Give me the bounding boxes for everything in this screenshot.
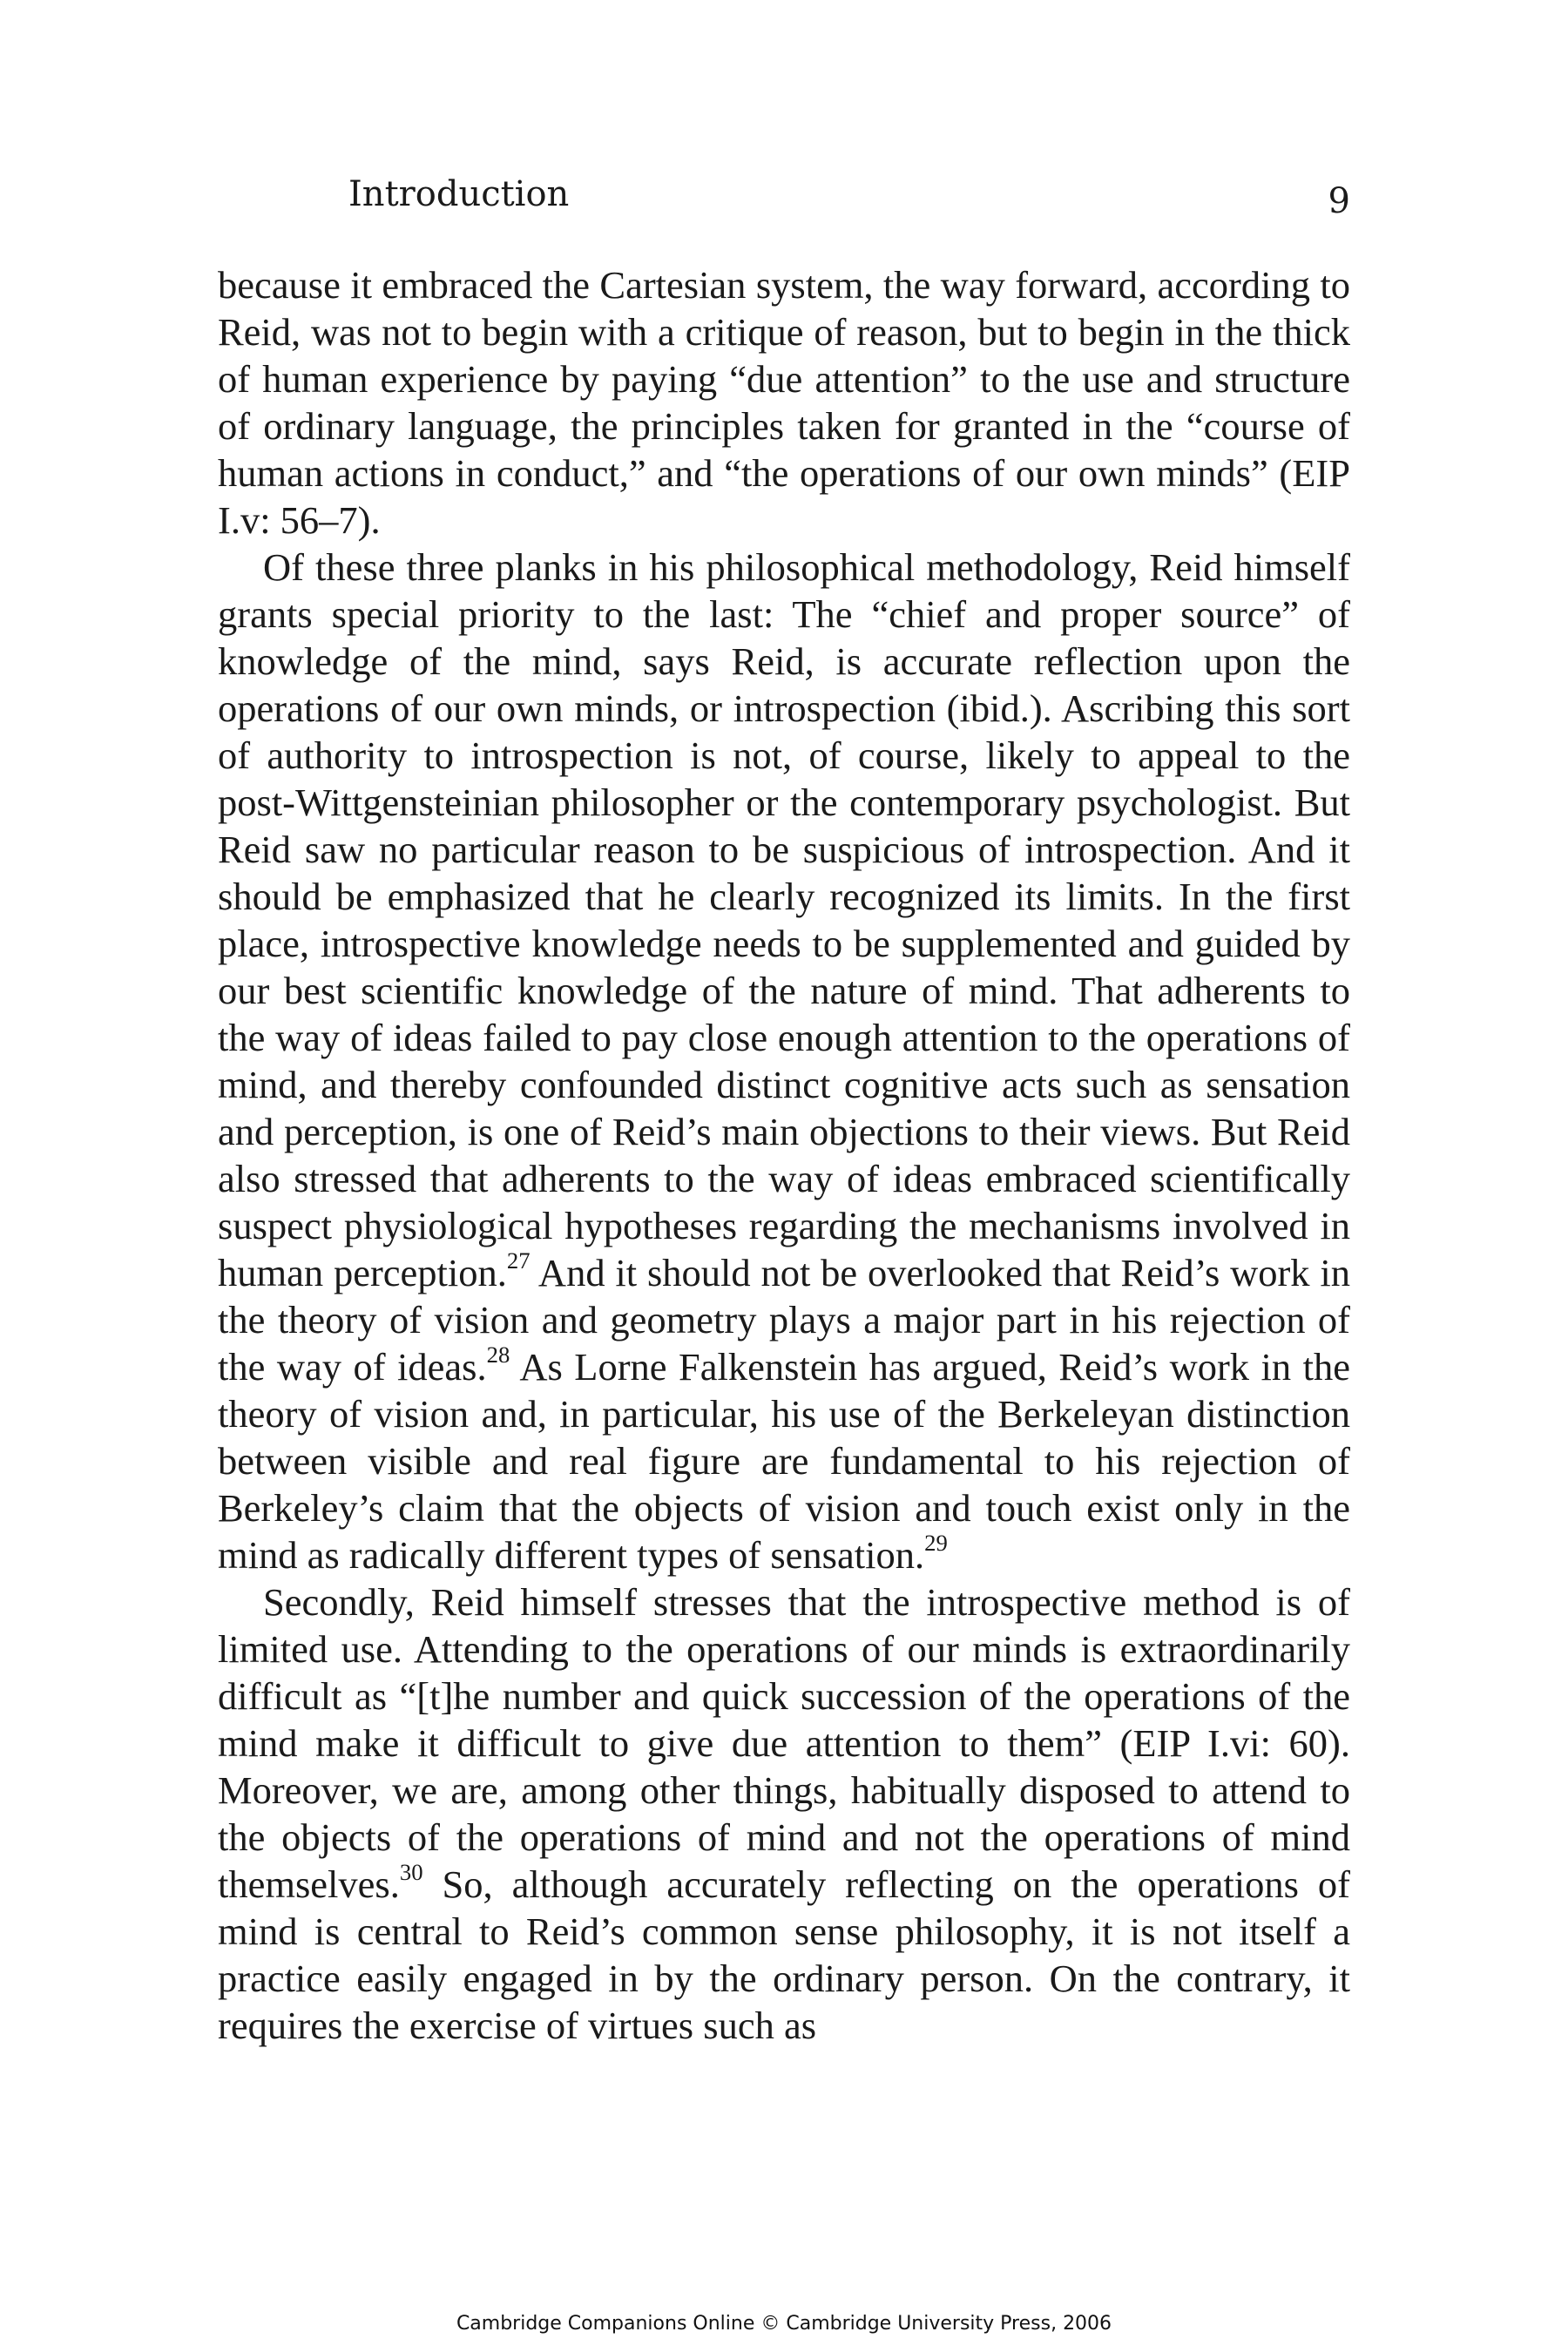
paragraph-1 — [218, 261, 1350, 544]
paragraph-2 — [218, 544, 1350, 1578]
copyright-footer: Cambridge Companions Online © Cambridge University Press, 2006 — [456, 2313, 1112, 2335]
paragraph-2-text-a: Of these three planks in his philosophical methodology, Reid himself grants special priority to the last: The “chief and proper source” of knowledge of the mind, says Reid, is accurate reflection upon the operations of our own minds, or introspection (ibid.). Ascribing this sort of authority to introspection is not, of course, likely to appeal to the post-Wittgensteinian philosopher or the contemporary psychologist. But Reid saw no particular reason to be suspicious of introspection. And it should be emphasized that he clearly recognized its limits. In the first place, introspective knowledge needs to be supplemented and guided by our best scientific knowledge of the nature of mind. That adherents to the way of ideas failed to pay close enough attention to the operations of mind, and thereby confounded distinct cognitive acts such as sensation and perception, is one of Reid’s main objections to their views. But Reid also stressed that adherents to the way of ideas embraced scientifically suspect physiological hypotheses regarding the mechanisms involved in human perception. — [218, 545, 1350, 1294]
body-text — [218, 261, 1350, 2049]
paragraph-2-text-c: As Lorne Falkenstein has argued, Reid’s work in the theory of vision and, in particular, his use of the Berkeleyan distinction between visible and real figure are fundamental to his rejection of Berkeley’s claim that the objects of vision and touch exist only in the mind as radically different types of sensation. — [218, 1345, 1350, 1577]
paragraph-2-text-b: And it should not be overlooked that Reid’s work in the theory of vision and geometry plays a major part in his rejection of the way of ideas. — [218, 1251, 1350, 1389]
paragraph-3-text-a: Secondly, Reid himself stresses that the introspective method is of limited use. Attending to the operations of our minds is extraordinarily difficult as “[t]he number and quick succession of the operations of the mind make it difficult to give due attention to them” (EIP I.vi: 60). Moreover, we are, among other things, habitually disposed to attend to the objects of the operations of mind and not the operations of mind themselves. — [218, 1580, 1350, 1906]
paragraph-3 — [218, 1578, 1350, 2049]
paragraph-1-text: because it embraced the Cartesian system, the way forward, according to Reid, was not to begin with a critique of reason, but to begin in the thick of human experience by paying “due attention” to the use and structure of ordinary language, the principles taken for granted in the “course of human actions in conduct,” and “the operations of our own minds” (EIP I.v: 56–7). — [218, 263, 1350, 542]
running-head: Introduction — [348, 174, 570, 214]
footnote-ref-30[interactable]: 30 — [399, 1858, 423, 1885]
footnote-ref-27[interactable]: 27 — [506, 1247, 531, 1274]
page-number: 9 — [1328, 181, 1350, 221]
footnote-ref-29[interactable]: 29 — [924, 1529, 948, 1556]
page-header — [348, 174, 1350, 226]
paragraph-3-text-b: So, although accurately reflecting on the operations of mind is central to Reid’s common sense philosophy, it is not itself a practice easily engaged in by the ordinary person. On the contrary, it requires the exercise of virtues such as — [218, 1862, 1350, 2047]
footnote-ref-28[interactable]: 28 — [486, 1341, 510, 1368]
